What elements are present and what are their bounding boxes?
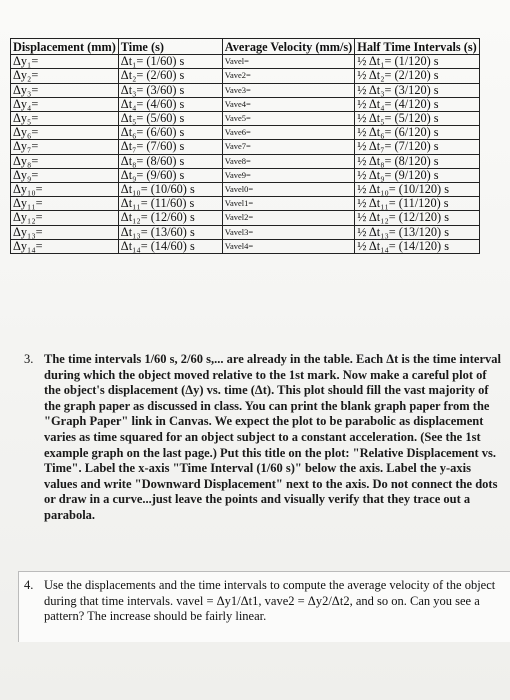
table-row xyxy=(11,126,480,140)
displacement-cell[interactable]: Δy₁₄= xyxy=(11,239,119,253)
table-row xyxy=(11,239,480,253)
table-row xyxy=(11,154,480,168)
question-4-text: Use the displacements and the time intervals to compute the average velocity of the object during that time intervals. vavel = Δy1/Δt1, vave2 = Δy2/Δt2, and so on. Can you see a pattern? The increase should be fairly linear. xyxy=(44,578,496,624)
half-interval-cell[interactable]: ½ Δt₁₃= (13/120) s xyxy=(355,225,479,239)
table-row xyxy=(11,225,480,239)
time-cell[interactable]: Δt₁₂= (12/60) s xyxy=(118,211,222,225)
header-time: Time (s) xyxy=(118,39,222,55)
table-row xyxy=(11,69,480,83)
velocity-cell[interactable]: Vave6= xyxy=(222,126,354,140)
faded-background-text xyxy=(30,310,470,340)
question-3 xyxy=(24,352,502,524)
velocity-cell[interactable]: Vave5= xyxy=(222,112,354,126)
half-interval-cell[interactable]: ½ Δt₇= (7/120) s xyxy=(355,140,479,154)
table-row xyxy=(11,97,480,111)
velocity-cell[interactable]: Vave7= xyxy=(222,140,354,154)
time-cell[interactable]: Δt₁₀= (10/60) s xyxy=(118,183,222,197)
half-interval-cell[interactable]: ½ Δt₄= (4/120) s xyxy=(355,97,479,111)
question-3-text: The time intervals 1/60 s, 2/60 s,... are already in the table. Each Δt is the time interval during which the object moved relative to the 1st mark. Now make a careful plot of the object's displacement (Δy) vs. time (Δt). This plot should fill the vast majority of the graph paper as discussed in class. You can print the blank graph paper from the "Graph Paper" link in Canvas. We expect the plot to be parabolic as displacement varies as time squared for an object subject to a constant acceleration. (See the 1st example graph on the last page.) Put this title on the plot: "Relative Displacement vs. Time". Label the x-axis "Time Interval (1/60 s)" below the axis. Label the y-axis values and write "Downward Displacement" next to the axis. Do not connect the dots or draw in a curve...just leave the points and visually verify that they trace out a parabola. xyxy=(44,352,501,522)
time-cell[interactable]: Δt₅= (5/60) s xyxy=(118,112,222,126)
time-cell[interactable]: Δt₁₄= (14/60) s xyxy=(118,239,222,253)
time-cell[interactable]: Δt₂= (2/60) s xyxy=(118,69,222,83)
displacement-cell[interactable]: Δy₁= xyxy=(11,55,119,69)
half-interval-cell[interactable]: ½ Δt₅= (5/120) s xyxy=(355,112,479,126)
time-cell[interactable]: Δt₃= (3/60) s xyxy=(118,83,222,97)
time-cell[interactable]: Δt₇= (7/60) s xyxy=(118,140,222,154)
table-row xyxy=(11,211,480,225)
table-row xyxy=(11,83,480,97)
velocity-cell[interactable]: Vave3= xyxy=(222,83,354,97)
table-row xyxy=(11,183,480,197)
displacement-cell[interactable]: Δy₈= xyxy=(11,154,119,168)
velocity-cell[interactable]: Vavel0= xyxy=(222,183,354,197)
time-cell[interactable]: Δt₁= (1/60) s xyxy=(118,55,222,69)
table-header-row xyxy=(11,39,480,55)
displacement-cell[interactable]: Δy₃= xyxy=(11,83,119,97)
time-cell[interactable]: Δt₆= (6/60) s xyxy=(118,126,222,140)
displacement-cell[interactable]: Δy₁₃= xyxy=(11,225,119,239)
velocity-cell[interactable]: Vavel= xyxy=(222,55,354,69)
velocity-cell[interactable]: Vave4= xyxy=(222,97,354,111)
velocity-cell[interactable]: Vavel4= xyxy=(222,239,354,253)
velocity-cell[interactable]: Vave2= xyxy=(222,69,354,83)
displacement-cell[interactable]: Δy₆= xyxy=(11,126,119,140)
time-cell[interactable]: Δt₄= (4/60) s xyxy=(118,97,222,111)
displacement-cell[interactable]: Δy₂= xyxy=(11,69,119,83)
displacement-cell[interactable]: Δy₄= xyxy=(11,97,119,111)
question-4-number: 4. xyxy=(24,578,34,592)
half-interval-cell[interactable]: ½ Δt₁₂= (12/120) s xyxy=(355,211,479,225)
velocity-cell[interactable]: Vave8= xyxy=(222,154,354,168)
header-half-time-intervals: Half Time Intervals (s) xyxy=(355,39,479,55)
half-interval-cell[interactable]: ½ Δt₁₄= (14/120) s xyxy=(355,239,479,253)
time-cell[interactable]: Δt₁₃= (13/60) s xyxy=(118,225,222,239)
table-row xyxy=(11,55,480,69)
question-4 xyxy=(24,578,502,625)
table-row xyxy=(11,197,480,211)
header-average-velocity: Average Velocity (mm/s) xyxy=(222,39,354,55)
velocity-cell[interactable]: Vavel3= xyxy=(222,225,354,239)
half-interval-cell[interactable]: ½ Δt₃= (3/120) s xyxy=(355,83,479,97)
table-row xyxy=(11,140,480,154)
question-3-number: 3. xyxy=(24,352,34,366)
table-row xyxy=(11,112,480,126)
displacement-cell[interactable]: Δy₇= xyxy=(11,140,119,154)
displacement-cell[interactable]: Δy₁₂= xyxy=(11,211,119,225)
half-interval-cell[interactable]: ½ Δt₉= (9/120) s xyxy=(355,168,479,182)
time-cell[interactable]: Δt₈= (8/60) s xyxy=(118,154,222,168)
time-cell[interactable]: Δt₉= (9/60) s xyxy=(118,168,222,182)
header-displacement: Displacement (mm) xyxy=(11,39,119,55)
data-table xyxy=(10,38,480,254)
half-interval-cell[interactable]: ½ Δt₈= (8/120) s xyxy=(355,154,479,168)
displacement-cell[interactable]: Δy₁₁= xyxy=(11,197,119,211)
half-interval-cell[interactable]: ½ Δt₁₀= (10/120) s xyxy=(355,183,479,197)
half-interval-cell[interactable]: ½ Δt₂= (2/120) s xyxy=(355,69,479,83)
velocity-cell[interactable]: Vave9= xyxy=(222,168,354,182)
time-cell[interactable]: Δt₁₁= (11/60) s xyxy=(118,197,222,211)
half-interval-cell[interactable]: ½ Δt₁₁= (11/120) s xyxy=(355,197,479,211)
velocity-cell[interactable]: Vavel1= xyxy=(222,197,354,211)
half-interval-cell[interactable]: ½ Δt₁= (1/120) s xyxy=(355,55,479,69)
displacement-cell[interactable]: Δy₉= xyxy=(11,168,119,182)
table-row xyxy=(11,168,480,182)
displacement-cell[interactable]: Δy₁₀= xyxy=(11,183,119,197)
velocity-cell[interactable]: Vavel2= xyxy=(222,211,354,225)
displacement-cell[interactable]: Δy₅= xyxy=(11,112,119,126)
half-interval-cell[interactable]: ½ Δt₆= (6/120) s xyxy=(355,126,479,140)
